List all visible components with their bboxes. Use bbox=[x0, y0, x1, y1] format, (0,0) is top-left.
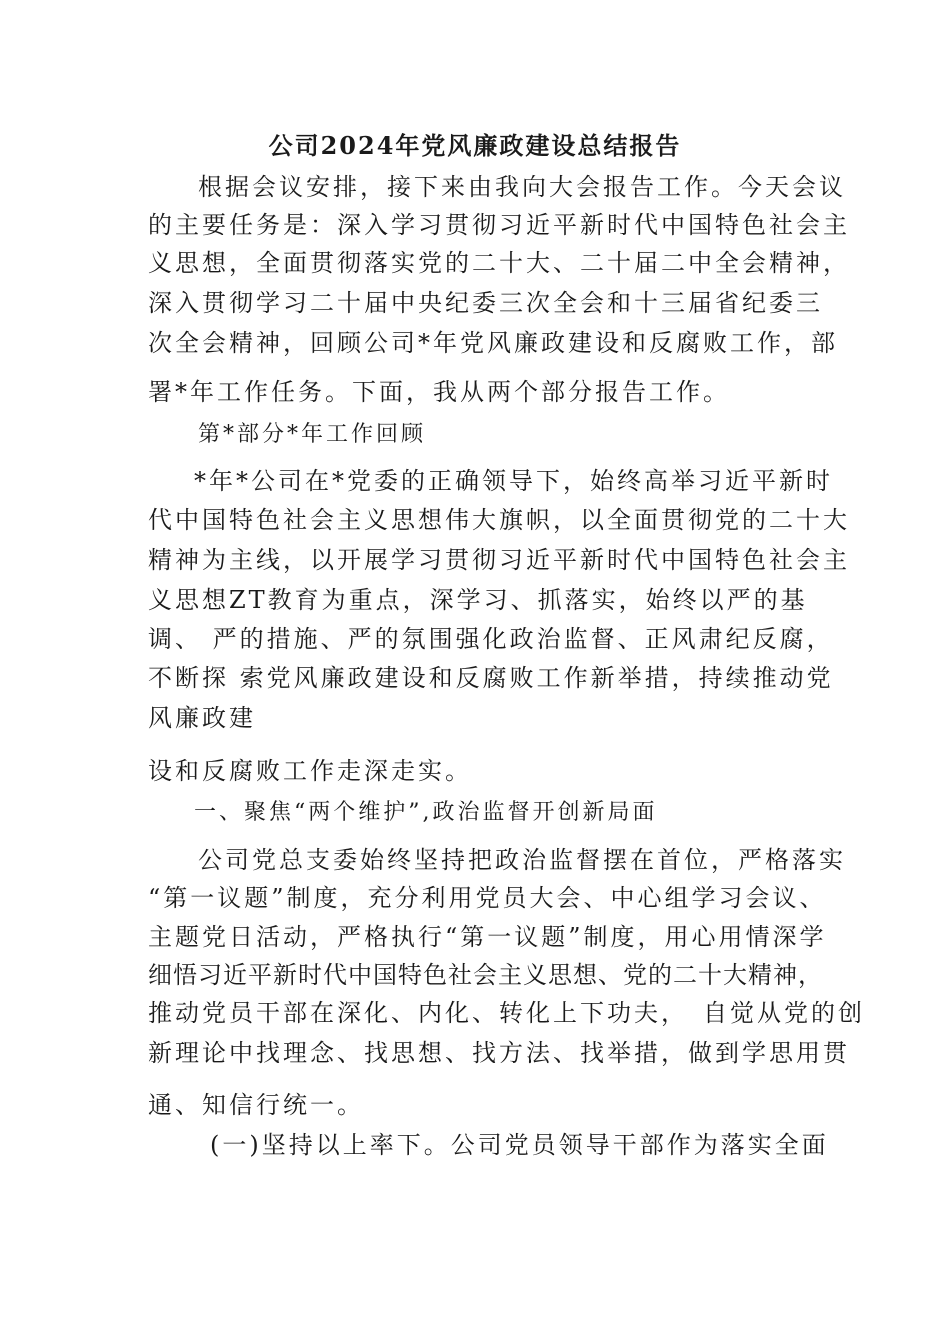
body-line: 的主要任务是：深入学习贯彻习近平新时代中国特色社会主 bbox=[148, 211, 850, 239]
body-line: 精神为主线，以开展学习贯彻习近平新时代中国特色社会主 bbox=[148, 546, 850, 574]
document-title: 公司2024年党风廉政建设总结报告 bbox=[268, 131, 682, 160]
body-line: (一)坚持以上率下。公司党员领导干部作为落实全面 bbox=[210, 1131, 829, 1159]
body-line: 推动党员干部在深化、内化、转化上下功夫， 自觉从党的创 bbox=[148, 999, 865, 1027]
body-line: 通、知信行统一。 bbox=[148, 1091, 364, 1119]
body-line: 代中国特色社会主义思想伟大旗帜，以全面贯彻党的二十大 bbox=[148, 506, 850, 534]
body-line: 次全会精神，回顾公司*年党风廉政建设和反腐败工作，部 bbox=[148, 329, 838, 357]
body-line: 深入贯彻学习二十届中央纪委三次全会和十三届省纪委三 bbox=[148, 289, 823, 317]
body-line: 根据会议安排，接下来由我向大会报告工作。今天会议 bbox=[198, 173, 846, 201]
body-line: 主题党日活动，严格执行“第一议题”制度，用心用情深学 bbox=[148, 923, 827, 951]
body-line: 不断探 索党风廉政建设和反腐败工作新举措，持续推动党 bbox=[148, 664, 834, 692]
section-heading: 第*部分*年工作回顾 bbox=[198, 422, 427, 447]
body-line: 署*年工作任务。下面，我从两个部分报告工作。 bbox=[148, 378, 730, 406]
body-line: 调、 严的措施、严的氛围强化政治监督、正风肃纪反腐， bbox=[148, 625, 834, 653]
body-line: 公司党总支委始终坚持把政治监督摆在首位，严格落实 bbox=[198, 846, 846, 874]
body-line: 新理论中找理念、找思想、找方法、找举措，做到学思用贯 bbox=[148, 1039, 850, 1067]
body-line: 风廉政建 bbox=[148, 704, 256, 732]
section-heading: 一、聚焦“两个维护”,政治监督开创新局面 bbox=[194, 800, 658, 825]
body-line: *年*公司在*党委的正确领导下，始终高举习近平新时 bbox=[194, 467, 833, 495]
body-line: 设和反腐败工作走深走实。 bbox=[148, 757, 472, 785]
body-line: “第一议题”制度，充分利用党员大会、中心组学习会议、 bbox=[148, 884, 827, 912]
body-line: 义思想ZT教育为重点，深学习、抓落实，始终以严的基 bbox=[148, 586, 808, 614]
body-line: 细悟习近平新时代中国特色社会主义思想、党的二十大精神， bbox=[148, 961, 823, 989]
body-line: 义思想，全面贯彻落实党的二十大、二十届二中全会精神， bbox=[148, 249, 850, 277]
